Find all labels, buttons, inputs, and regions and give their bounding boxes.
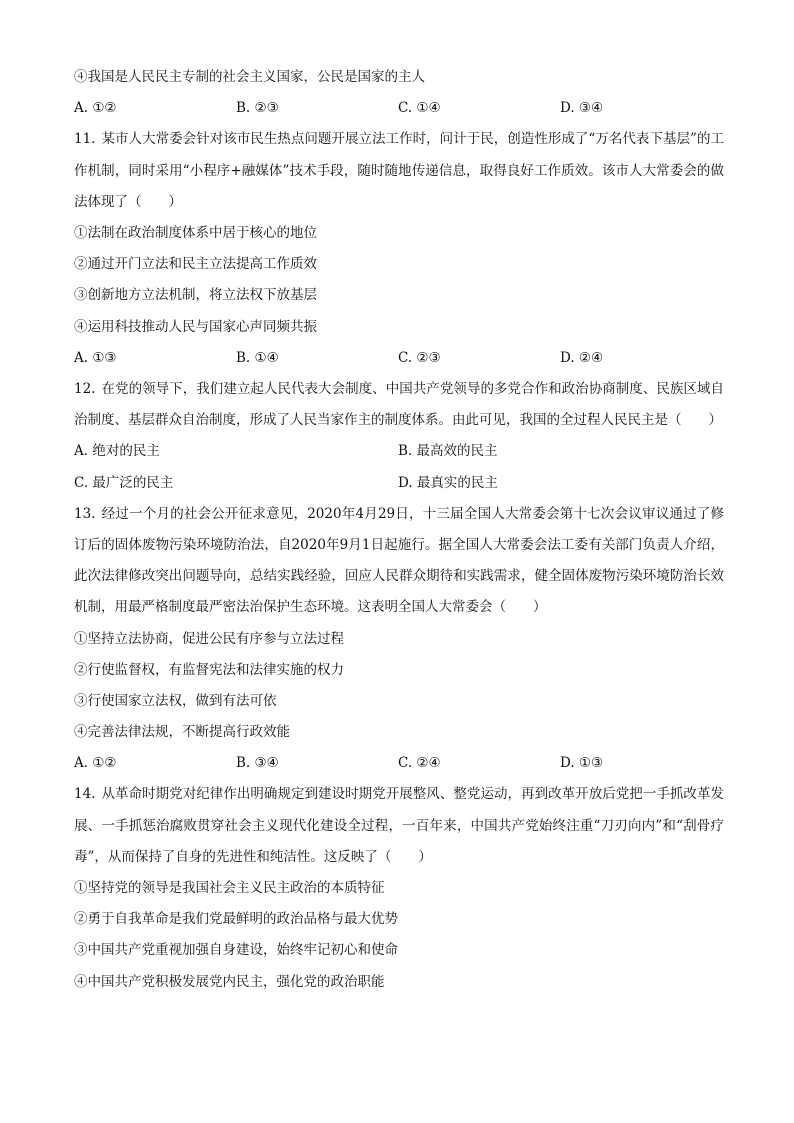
q13-stem — [74, 499, 724, 624]
q10-option-c: C. ①④ — [398, 100, 441, 117]
q11-stem — [74, 124, 724, 218]
q11-number: 11. — [74, 131, 96, 148]
q11-stem-text: 某市人大常委会针对该市民生热点问题开展立法工作时，问计于民，创造性形成了“万名代表下基层”的工作机制，同时采用“小程序+融媒体”技术手段，随时随地传递信息，取得良好工作质效。该市人大常委会的做法体现了（ ） — [74, 131, 724, 210]
q12-option-a: A. 绝对的民主 — [74, 443, 160, 460]
q11-option-d: D. ②④ — [560, 349, 604, 366]
q11-option-c: C. ②③ — [398, 349, 441, 366]
q13-options — [74, 748, 724, 779]
q14-item-3: ③中国共产党重视加强自身建设，始终牢记初心和使命 — [74, 942, 398, 959]
q13-stem-text: 经过一个月的社会公开征求意见，2020年4月29日，十三届全国人大常委会第十七次会议审议通过了修订后的固体废物污染环境防治法，自2020年9月1日起施行。据全国人大常委会法工委有关部门负责人介绍，此次法律修改突出问题导向，总结实践经验，回应人民群众期待和实践需求，健全固体废物污染环境防治长效机制，用最严格制度最严密法治保护生态环境。这表明全国人大常委会（ ） — [74, 505, 724, 616]
q11-option-a: A. ①③ — [74, 349, 117, 366]
q11-item-2: ②通过开门立法和民主立法提高工作质效 — [74, 256, 317, 273]
exam-page — [74, 62, 724, 998]
q10-item-4: ④我国是人民民主专制的社会主义国家，公民是国家的主人 — [74, 69, 425, 85]
q14-item-2: ②勇于自我革命是我们党最鲜明的政治品格与最大优势 — [74, 911, 398, 928]
q12-option-d: D. 最真实的民主 — [398, 474, 498, 491]
q12-option-b: B. 最高效的民主 — [398, 443, 498, 460]
q14-stem-text: 从革命时期党对纪律作出明确规定到建设时期党开展整风、整党运动，再到改革开放后党把一手抓改革发展、一手抓惩治腐败贯穿社会主义现代化建设全过程，一百年来，中国共产党始终注重“刀刃向内”和“刮骨疗毒”，从而保持了自身的先进性和纯洁性。这反映了（ ） — [74, 786, 724, 865]
q12-option-c: C. 最广泛的民主 — [74, 474, 174, 491]
q12-options-row1 — [74, 436, 724, 467]
q11-item-1: ①法制在政治制度体系中居于核心的地位 — [74, 224, 317, 241]
q14-number: 14. — [74, 786, 96, 803]
q10-option-a: A. ①② — [74, 100, 117, 117]
q10-option-b: B. ②③ — [236, 100, 279, 117]
q13-option-b: B. ③④ — [236, 755, 279, 772]
q13-option-a: A. ①② — [74, 755, 117, 772]
q11-options — [74, 343, 724, 374]
q13-option-c: C. ②④ — [398, 755, 441, 772]
q11-item-3: ③创新地方立法机制，将立法权下放基层 — [74, 287, 317, 304]
q13-item-3: ③行使国家立法权，做到有法可依 — [74, 692, 277, 709]
q12-number: 12. — [74, 380, 96, 397]
q14-item-1: ①坚持党的领导是我国社会主义民主政治的本质特征 — [74, 880, 385, 897]
q12-stem — [74, 374, 724, 436]
q13-item-1: ①坚持立法协商，促进公民有序参与立法过程 — [74, 630, 344, 647]
q11-option-b: B. ①④ — [236, 349, 279, 366]
q10-options — [74, 93, 724, 124]
q12-stem-text: 在党的领导下，我们建立起人民代表大会制度、中国共产党领导的多党合作和政治协商制度、民族区域自治制度、基层群众自治制度，形成了人民当家作主的制度体系。由此可见，我国的全过程人民民主是（ ） — [74, 380, 724, 429]
q13-number: 13. — [74, 505, 96, 522]
q13-item-2: ②行使监督权，有监督宪法和法律实施的权力 — [74, 661, 344, 678]
q12-options-row2 — [74, 468, 724, 499]
q14-stem — [74, 779, 724, 873]
q14-item-4: ④中国共产党积极发展党内民主，强化党的政治职能 — [74, 973, 385, 990]
q11-item-4: ④运用科技推动人民与国家心声同频共振 — [74, 318, 317, 335]
q13-item-4: ④完善法律法规，不断提高行政效能 — [74, 724, 290, 741]
q10-option-d: D. ③④ — [560, 100, 604, 117]
q13-option-d: D. ①③ — [560, 755, 604, 772]
